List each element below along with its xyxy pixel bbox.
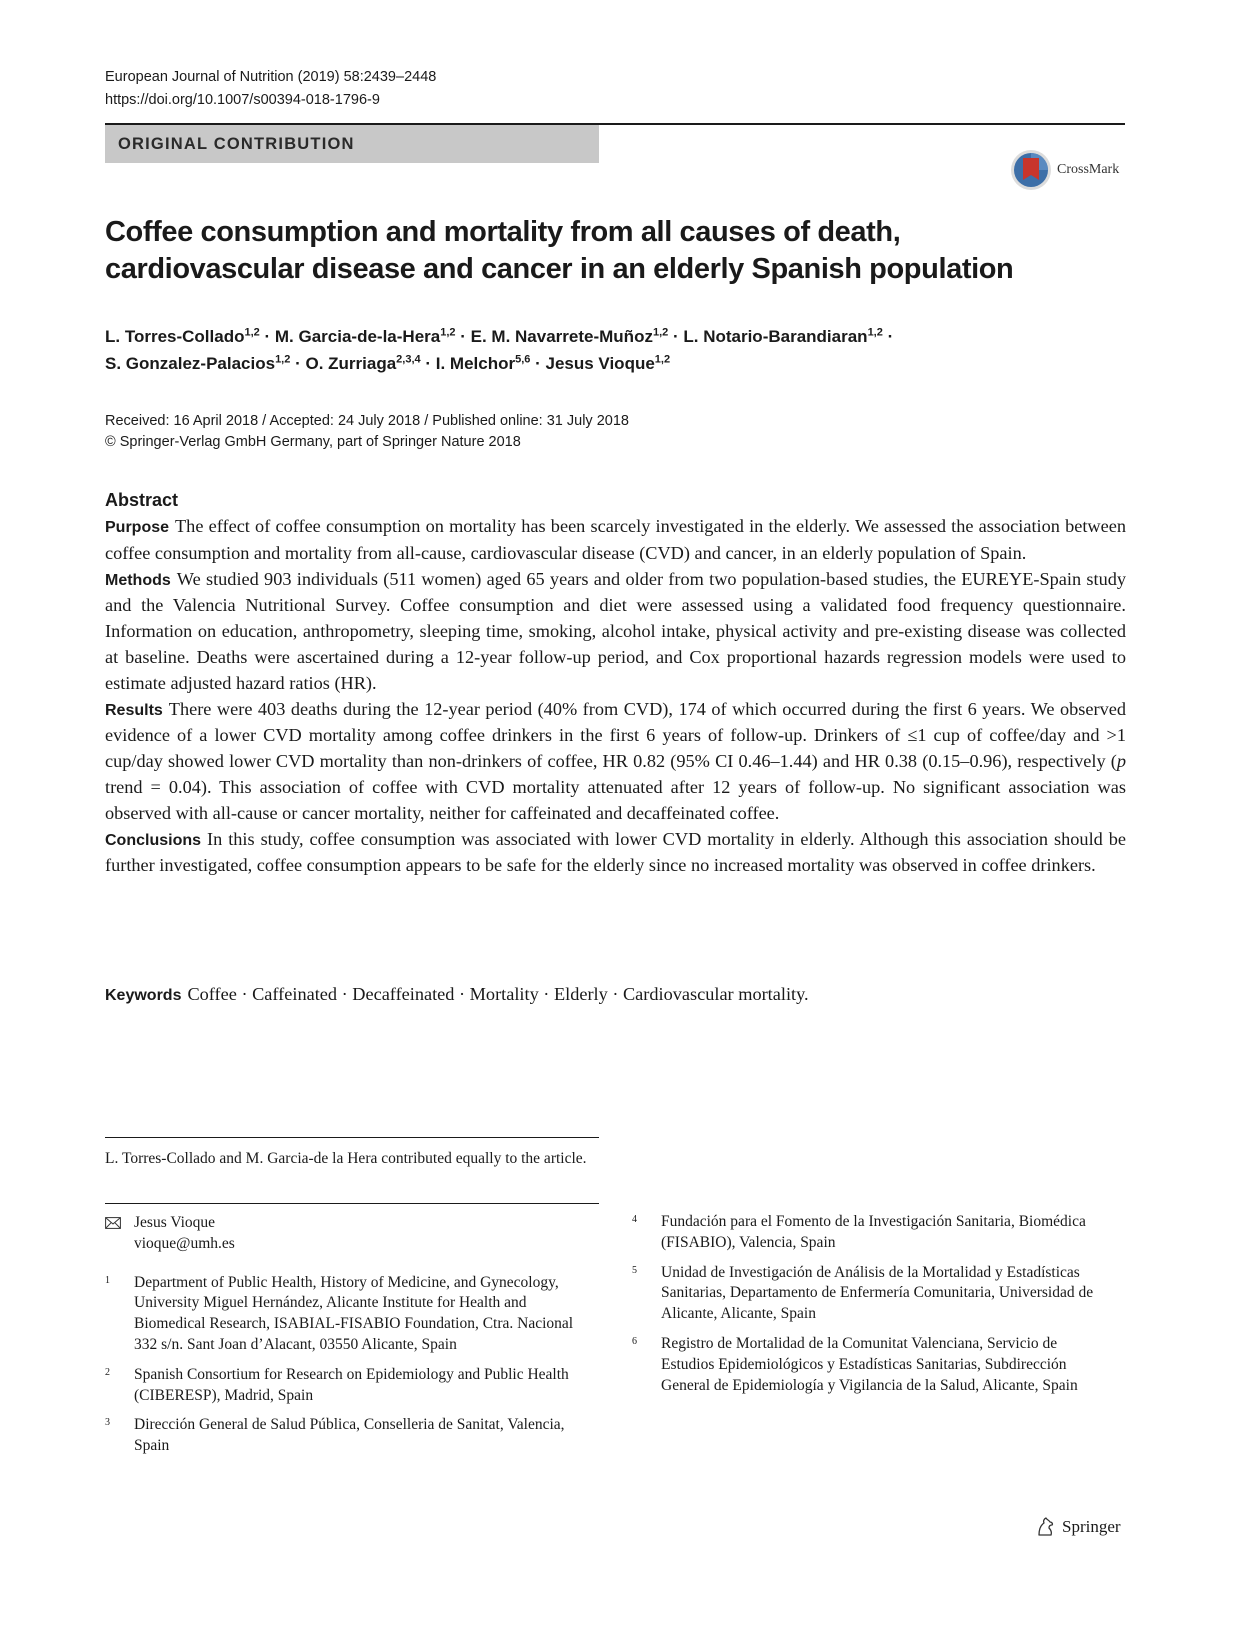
author[interactable]: E. M. Navarrete-Muñoz$^{1,2}$ <box>470 326 669 346</box>
section-label: ORIGINAL CONTRIBUTION <box>118 135 355 153</box>
author[interactable]: M. Garcia-de-la-Hera$^{1,2}$ <box>274 326 456 346</box>
affiliation: 4 Fundación para el Fomento de la Investigación Sanitaria, Biomédica (FISABIO), Valencia, Spain <box>632 1213 1086 1251</box>
title-line-1: Coffee consumption and mortality from all causes of death, <box>105 216 901 248</box>
affiliation: 1 Department of Public Health, History of Medicine, and Gynecology, University Miguel Hernández, Alicante Institute for Health and Biomedical Research, ISABIAL-FISABIO Foundation, Ctra. Nacional 332 s/n. Sant Joan d’Alacant, 03550 Alicante, Spain <box>105 1273 574 1353</box>
methods-label: Methods <box>105 571 171 589</box>
purpose-label: Purpose <box>105 519 170 536</box>
crossmark-icon <box>1010 149 1052 191</box>
corresponding-author <box>105 1213 575 1255</box>
crossmark-label: CrossMark <box>1057 162 1120 177</box>
publisher-name: Springer <box>1062 1517 1121 1536</box>
footnote-rule <box>105 1137 599 1138</box>
abstract-results: Results There were 403 deaths during the 12-year period (40% from CVD), 174 of which occurred during the first 6 years. We observed evidence of a lower CVD mortality among coffee drinkers in the first 6 years of follow-up. Drinkers of ≤1 cup of coffee/day and >1 cup/day showed lower CVD mortality than non-drinkers of coffee, HR 0.82 (95% CI 0.46–1.44) and HR 0.38 (0.15–0.96), respectively (p trend = 0.04). This association of coffee with CVD mortality attenuated after 12 years of follow-up. No significant association was observed with all-cause or cancer mortality, neither for caffeinated and decaffeinated coffee. <box>105 698 1126 823</box>
crossmark-badge[interactable] <box>1010 149 1119 191</box>
author[interactable]: S. Gonzalez-Palacios$^{1,2}$ <box>105 353 291 373</box>
affiliations-right <box>632 1212 1102 1405</box>
springer-horse-icon <box>1035 1516 1057 1538</box>
publication-dates <box>105 411 629 453</box>
affiliations-left <box>105 1213 575 1466</box>
author[interactable]: L. Torres-Collado$^{1,2}$ <box>105 326 260 346</box>
abstract-purpose: Purpose The effect of coffee consumption on mortality has been scarcely investigated in the elderly. We assessed the association between coffee consumption and mortality from all-cause, cardiovascular disease (CVD) and cancer, in an elderly population of Spain. <box>105 516 1126 563</box>
copyright: © Springer-Verlag GmbH Germany, part of Springer Nature 2018 <box>105 434 521 450</box>
abstract-conclusions: Conclusions In this study, coffee consumption was associated with lower CVD mortality in elderly. Although this association should be further investigated, coffee consumption appears to be safe for the elderly since no increased mortality was observed in coffee drinkers. <box>105 828 1126 876</box>
journal-header <box>105 66 436 112</box>
author[interactable]: Jesus Vioque$^{1,2}$ <box>545 353 671 373</box>
doi-link[interactable]: https://doi.org/10.1007/s00394-018-1796-9 <box>105 92 380 108</box>
corresponding-name: Jesus Vioque <box>134 1214 216 1231</box>
publisher-logo <box>1035 1516 1121 1538</box>
equal-contribution-note: L. Torres-Collado and M. Garcia-de la Hera contributed equally to the article. <box>105 1150 587 1167</box>
conclusions-label: Conclusions <box>105 831 202 849</box>
envelope-icon <box>105 1213 134 1255</box>
results-label: Results <box>105 701 163 719</box>
author[interactable]: O. Zurriaga$^{2,3,4}$ <box>305 353 421 373</box>
keywords-list: Coffee · Caffeinated · Decaffeinated · Mortality · Elderly · Cardiovascular mortality. <box>187 984 809 1004</box>
keywords <box>105 981 809 1009</box>
affiliation: 2 Spanish Consortium for Research on Epidemiology and Public Health (CIBERESP), Madrid, Spain <box>105 1365 569 1404</box>
affiliation: 3 Dirección General de Salud Pública, Conselleria de Sanitat, Valencia, Spain <box>105 1416 565 1455</box>
abstract-methods: Methods We studied 903 individuals (511 women) aged 65 years and older from two population-based studies, the EUREYE-Spain study and the Valencia Nutritional Survey. Coffee consumption and diet were assessed using a validated food frequency questionnaire. Information on education, anthropometry, sleeping time, smoking, alcohol intake, physical activity and pre-existing disease was collected at baseline. Deaths were ascertained during a 12-year follow-up period, and Cox proportional hazards regression models were used to estimate adjusted hazard ratios (HR). <box>105 568 1126 693</box>
article-title <box>105 214 1115 288</box>
author[interactable]: L. Notario-Barandiaran$^{1,2}$ <box>683 326 883 346</box>
affiliation-rule <box>105 1203 599 1204</box>
keywords-label: Keywords <box>105 987 182 1004</box>
abstract-heading: Abstract <box>105 490 179 510</box>
affiliation: 5 Unidad de Investigación de Análisis de la Mortalidad y Estadísticas Sanitarias, Departamento de Enfermería Comunitaria, Universidad de Alicante, Alicante, Spain <box>632 1263 1094 1323</box>
abstract <box>105 488 1126 879</box>
title-line-2: cardiovascular disease and cancer in an elderly Spanish population <box>105 253 1014 285</box>
history-dates: Received: 16 April 2018 / Accepted: 24 July 2018 / Published online: 31 July 2018 <box>105 413 629 429</box>
author-list: L. Torres-Collado$^{1,2}$ · M. Garcia-de-la-Hera$^{1,2}$ · E. M. Navarrete-Muñoz$^{1,2}$ · L. Notario-Barandiaran$^{1,2}$ · S. Gonzalez-Palacios$^{1,2}$ · O. Zurriaga$^{2,3,4}$ · I. Melchor$^{5,6}$ · Jesus Vioque$^{1,2}$ <box>105 326 894 373</box>
corresponding-email[interactable]: vioque@umh.es <box>134 1234 235 1252</box>
author[interactable]: I. Melchor$^{5,6}$ <box>435 353 531 373</box>
affiliation: 6 Registro de Mortalidad de la Comunitat Valenciana, Servicio de Estudios Epidemiológicos y Estadísticas Sanitarias, Subdirección General de Epidemiología y Vigilancia de la Salud, Alicante, Spain <box>632 1334 1078 1394</box>
journal-citation: European Journal of Nutrition (2019) 58:2439–2448 <box>105 69 437 85</box>
